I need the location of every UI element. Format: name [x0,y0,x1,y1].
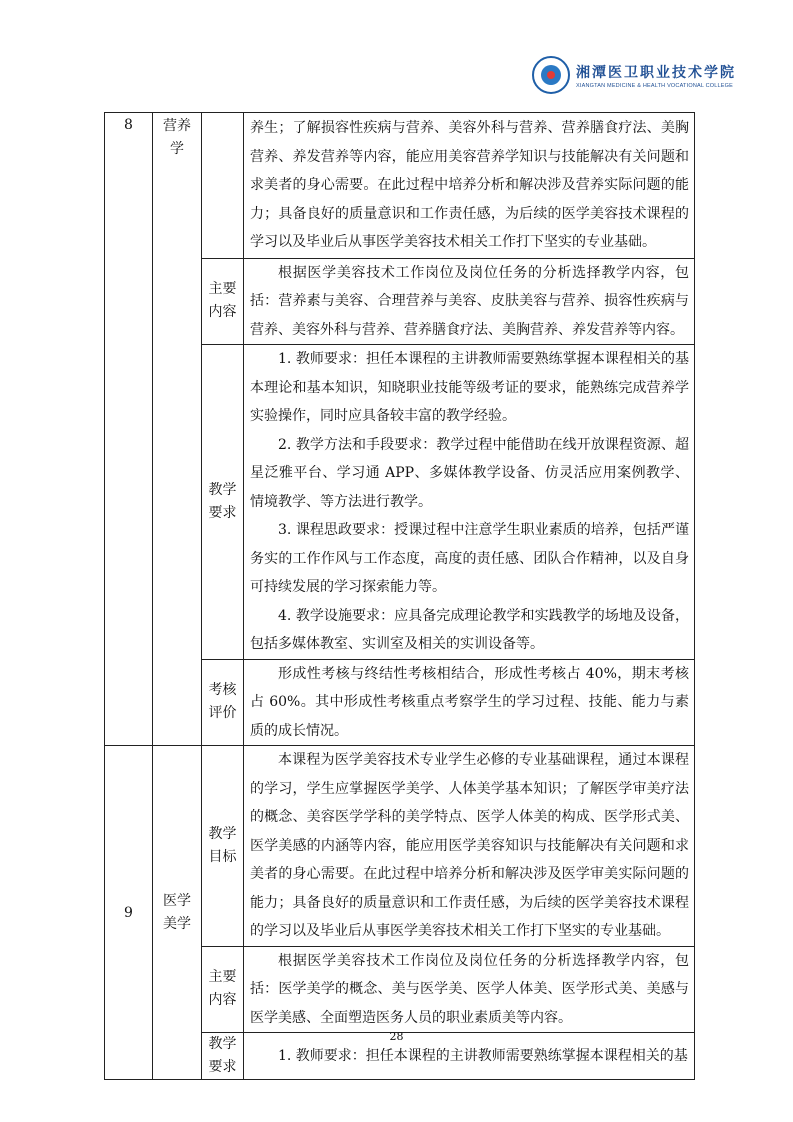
course8-content-label: 主要内容 [202,258,244,345]
course8-content-text: 根据医学美容技术工作岗位及岗位任务的分析选择教学内容，包括：营养素与美容、合理营养与美容、皮肤美容与营养、损容性疾病与营养、美容外科与营养、营养膳食疗法、美胸营养、养发营养等内容。 [250,264,689,338]
course9-content-label: 主要内容 [202,946,244,1033]
course8-content-cell [244,258,695,345]
course9-req-text: 1. 教师要求：担任本课程的主讲教师需要熟练掌握本课程相关的基 [278,1047,688,1064]
college-seal-icon [532,56,570,94]
course9-goal-label: 教学目标 [202,746,244,947]
course8-eval-text: 形成性考核与终结性考核相结合，形成性考核占 40%，期末考核占 60%。其中形成性考核重点考察学生的学习过程、技能、能力与素质的成长情况。 [250,665,689,739]
course-table [104,112,695,1080]
course9-content-cell [244,946,695,1033]
course8-req-item: 4. 教学设施要求：应具备完成理论教学和实践教学的场地及设备，包括多媒体教室、实训室及相关的实训设备等。 [250,607,689,652]
course8-eval-label: 考核评价 [202,659,244,746]
course8-req-cell [244,345,695,660]
course8-goal-label [202,113,244,259]
course8-goal-row [105,113,695,259]
course9-goal-row [105,746,695,947]
course8-name: 营养学 [153,113,202,746]
course8-req-label: 教学要求 [202,345,244,660]
course9-goal-cell [244,746,695,947]
course9-content-text: 根据医学美容技术工作岗位及岗位任务的分析选择教学内容，包括：医学美学的概念、美与医学美、医学人体美、医学形式美、美感与医学美感、全面塑造医务人员的职业素质美等内容。 [250,952,689,1026]
course9-name: 医学美学 [153,746,202,1080]
course8-goal-cell [244,113,695,259]
course9-goal-text: 本课程为医学美容技术专业学生必修的专业基础课程，通过本课程的学习，学生应掌握医学美学、人体美学基本知识；了解医学审美疗法的概念、美容医学学科的美学特点、医学人体美的构成、医学形式美、医学美感的内涵等内容，能应用医学美容知识与技能解决有关问题和求美者的身心需要。在此过程中培养分析和解决涉及医学审美实际问题的能力；具备良好的质量意识和工作责任感，为后续的医学美容技术课程的学习以及毕业后从事医学美容技术相关工作打下坚实的专业基础。 [250,752,689,939]
course9-number: 9 [105,746,153,1080]
course8-req-item: 2. 教学方法和手段要求：教学过程中能借助在线开放课程资源、超星泛雅平台、学习通 APP、多媒体教学设备、仿灵活应用案例教学、情境教学、等方法进行教学。 [250,436,689,510]
course9-req-label: 教学要求 [202,1033,244,1080]
course8-req-item: 3. 课程思政要求：授课过程中注意学生职业素质的培养，包括严谨务实的工作作风与工作态度，高度的责任感、团队合作精神，以及自身可持续发展的学习探索能力等。 [250,522,689,595]
college-name-cn: 湘潭医卫职业技术学院 [576,64,736,81]
course8-goal-text: 养生；了解损容性疾病与营养、美容外科与营养、营养膳食疗法、美胸营养、养发营养等内容，能应用美容营养学知识与技能解决有关问题和求美者的身心需要。在此过程中培养分析和解决涉及营养实际问题的能力；具备良好的质量意识和工作责任感，为后续的医学美容技术课程的学习以及毕业后从事医学美容技术相关工作打下坚实的专业基础。 [250,120,689,250]
course8-number: 8 [105,113,153,746]
college-name-en: XIANGTAN MEDICINE & HEALTH VOCATIONAL COLLEGE [576,82,734,89]
course8-req-item: 1. 教师要求：担任本课程的主讲教师需要熟练掌握本课程相关的基本理论和基本知识，知晓职业技能等级考证的要求，能熟练完成营养学实验操作，同时应具备较丰富的教学经验。 [250,351,689,424]
page-number: 28 [389,1030,404,1043]
college-logo [532,56,736,94]
course8-eval-cell [244,659,695,746]
